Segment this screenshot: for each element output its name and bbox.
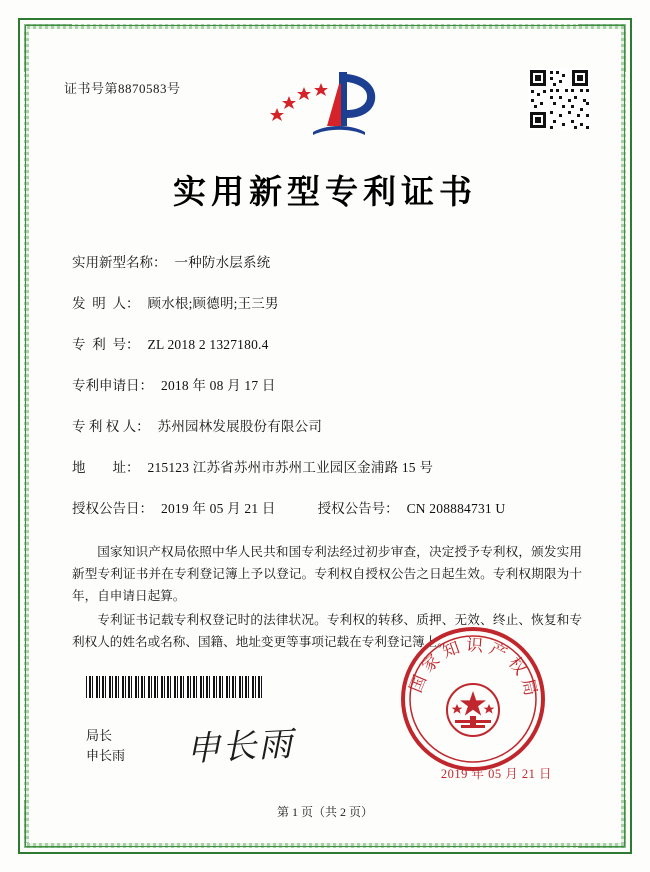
legal-paragraph: 国家知识产权局依照中华人民共和国专利法经过初步审查，决定授予专利权，颁发实用新型专利证书并在专利登记簿上予以登记。专利权自授权公告之日起生效。专利权期限为十年，自申请日起算。: [72, 545, 582, 604]
certificate-number: 证书号第8870583号: [64, 81, 181, 96]
field-row-publication: [72, 497, 588, 517]
publication-number-label: 授权公告号：: [317, 501, 399, 516]
field-value: 2018 年 08 月 17 日: [161, 378, 276, 393]
page-number-footer: 第 1 页（共 2 页）: [276, 805, 373, 819]
field-value: 苏州园林发展股份有限公司: [157, 419, 323, 434]
publication-date-value: 2019 年 05 月 21 日: [161, 501, 276, 516]
signature-role-label: 局长: [86, 727, 113, 743]
field-label: 专 利 号：: [72, 337, 140, 352]
field-value: 顾水根;顾德明;王三男: [147, 296, 279, 311]
certificate-content: [46, 46, 604, 826]
official-red-seal-icon: [398, 624, 548, 774]
signature-name: 申长雨: [86, 747, 126, 763]
field-row: [72, 456, 588, 476]
qr-code-icon: [528, 68, 590, 130]
field-row: [72, 292, 588, 312]
field-row: [72, 333, 588, 353]
field-label: 实用新型名称：: [72, 255, 167, 270]
handwritten-signature: 申长雨: [185, 724, 296, 770]
field-value: 215123 江苏省苏州市苏州工业园区金浦路 15 号: [147, 460, 434, 475]
field-value: 一种防水层系统: [174, 255, 271, 270]
publication-number-group: [318, 497, 506, 517]
field-label: 发 明 人：: [72, 296, 140, 311]
svg-text:国家知识产权局: 国家知识产权局: [406, 635, 542, 703]
publication-date-label: 授权公告日：: [72, 501, 153, 516]
certificate-header: [46, 46, 604, 156]
cnipa-logo-icon: [267, 64, 383, 140]
publication-number-value: CN 208884731 U: [406, 501, 506, 516]
seal-date: 2019 年 05 月 21 日: [440, 767, 552, 781]
field-label: 地 址：: [72, 460, 140, 475]
field-row: [72, 251, 588, 271]
field-label: 专利申请日：: [72, 378, 153, 393]
legal-paragraph: 专利证书记载专利权登记时的法律状况。专利权的转移、质押、无效、终止、恢复和专利权人的姓名或名称、国籍、地址变更等事项记载在专利登记簿上。: [72, 613, 582, 650]
field-value: ZL 2018 2 1327180.4: [147, 337, 269, 352]
signature-block: [86, 726, 125, 766]
page-title: 实用新型专利证书: [173, 172, 477, 211]
barcode-icon: [86, 676, 262, 698]
field-row: [72, 415, 588, 435]
field-row: [72, 374, 588, 394]
field-label: 专 利 权 人：: [72, 419, 150, 434]
field-list: [46, 251, 604, 517]
